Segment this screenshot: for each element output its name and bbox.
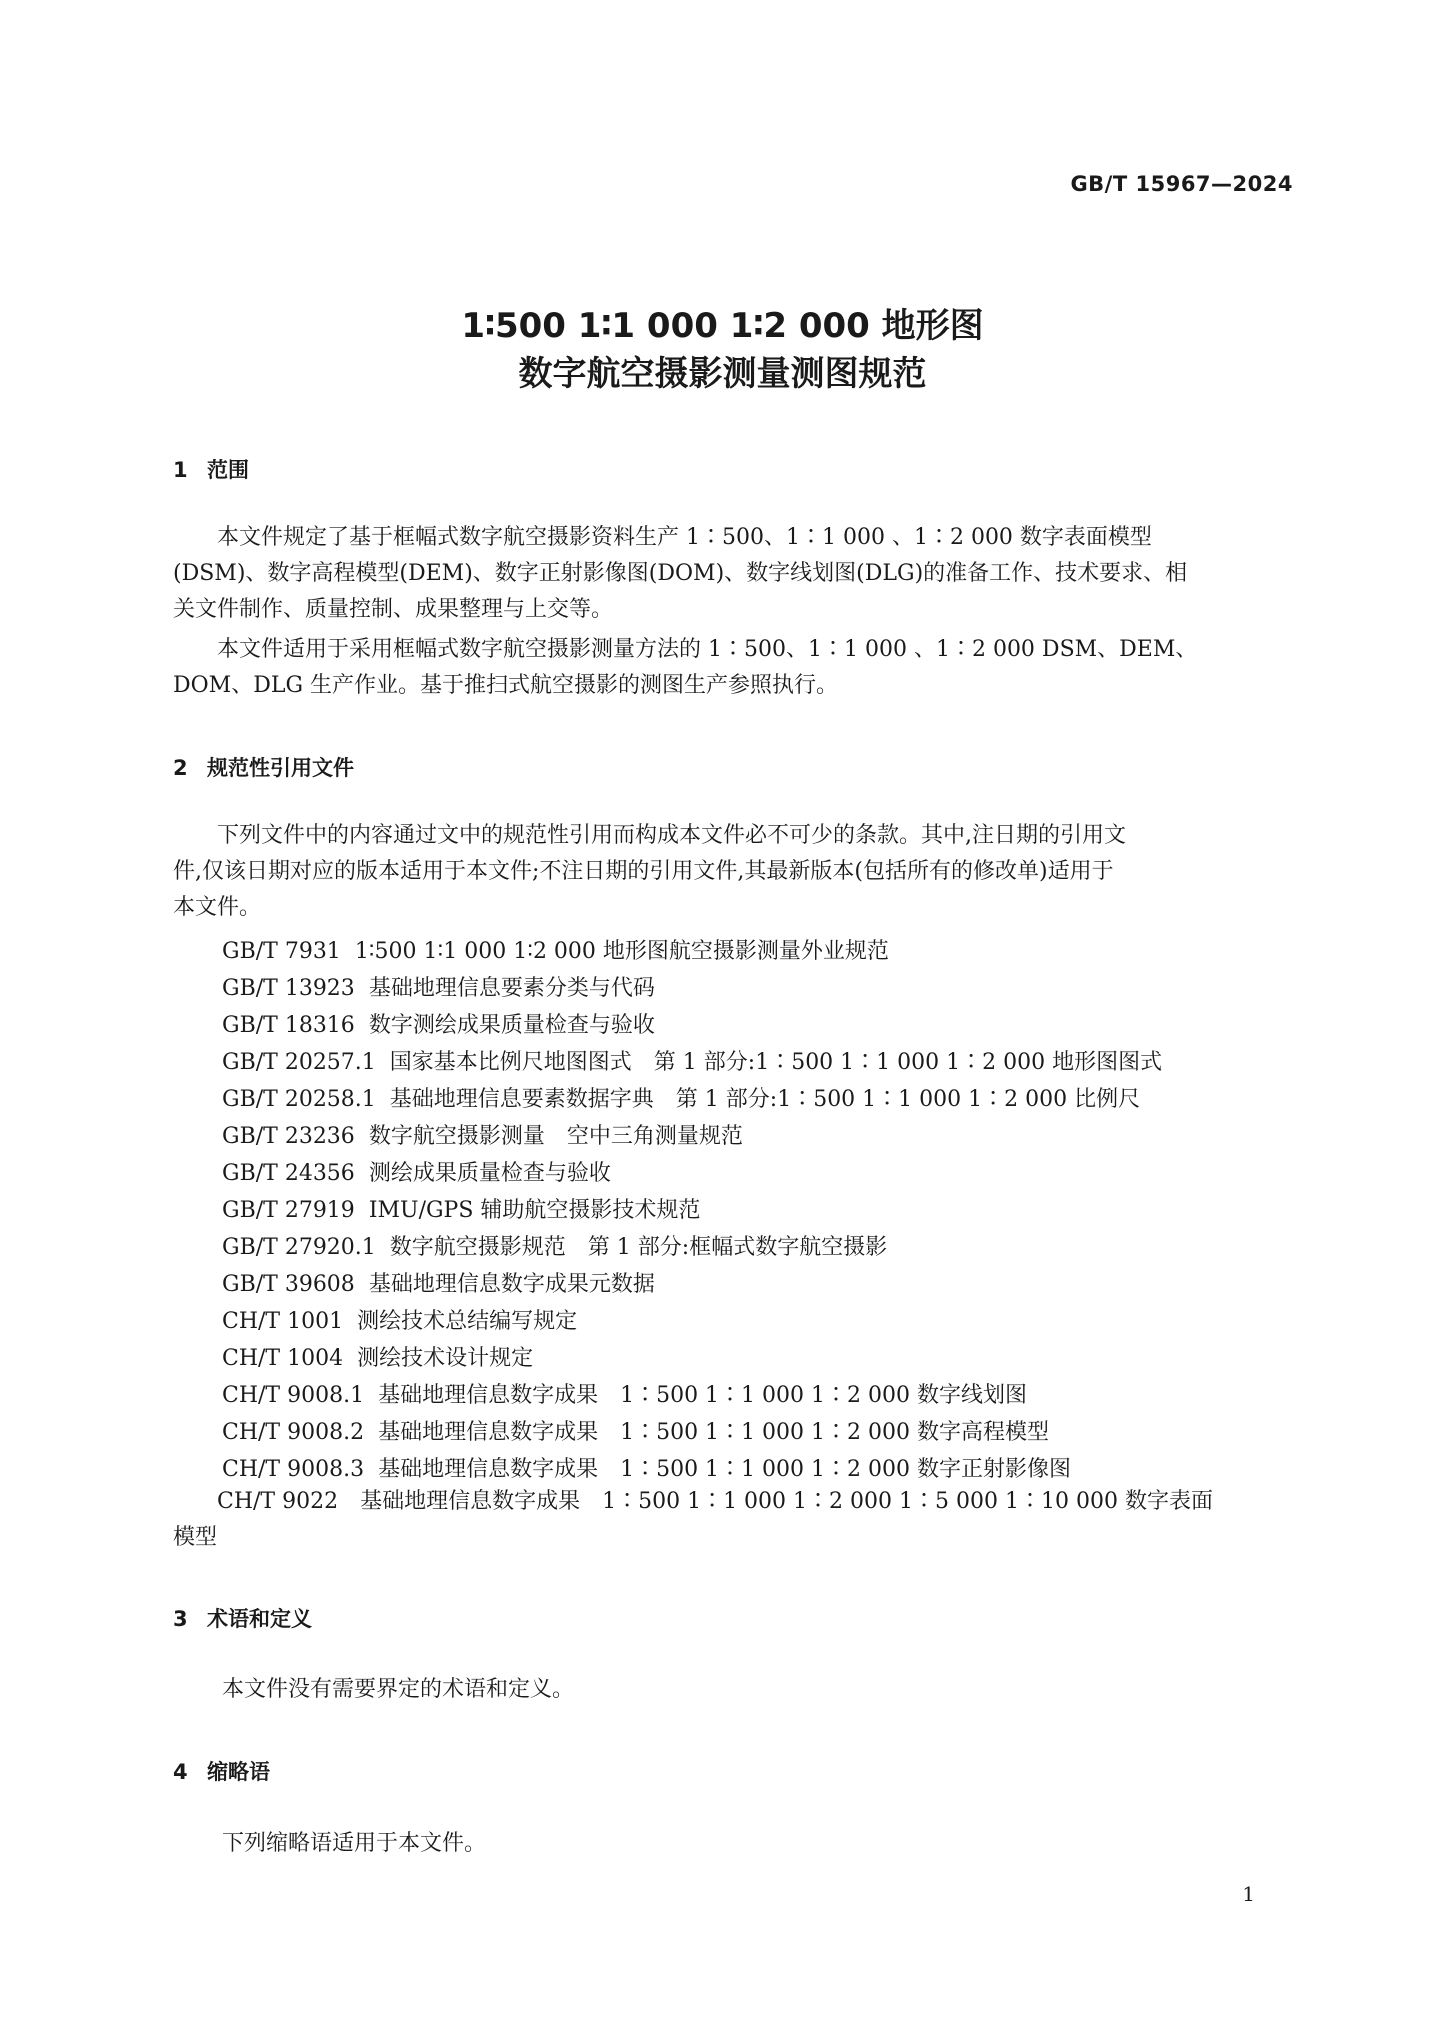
reference-title: 基础地理信息数字成果 1∶500 1∶1 000 1∶2 000 数字高程模型: [378, 1420, 1050, 1445]
reference-code: CH/T 1001: [222, 1309, 344, 1334]
reference-code: GB/T 20258.1: [222, 1087, 376, 1112]
text-line: 本文件适用于采用框幅式数字航空摄影测量方法的 1∶500、1∶1 000 、1∶2 000 DSM、DEM、: [173, 637, 1198, 662]
reference-code: GB/T 7931: [222, 939, 341, 964]
reference-code: CH/T 9008.2: [222, 1420, 365, 1445]
reference-item: [222, 1082, 1140, 1113]
reference-item: [222, 1452, 1071, 1483]
reference-item: [222, 1267, 655, 1298]
reference-title: 测绘成果质量检查与验收: [368, 1161, 611, 1186]
reference-code: CH/T 9008.3: [222, 1457, 365, 1482]
reference-item: [222, 1230, 887, 1261]
section-title: 缩略语: [207, 1760, 270, 1784]
standard-code: GB/T 15967—2024: [1070, 172, 1293, 196]
terms-paragraph: 本文件没有需要界定的术语和定义。: [222, 1677, 575, 1702]
reference-title: 测绘技术设计规定: [357, 1346, 534, 1371]
reference-code: GB/T 23236: [222, 1124, 355, 1149]
reference-title: 数字测绘成果质量检查与验收: [368, 1013, 655, 1038]
section-title: 规范性引用文件: [207, 756, 354, 780]
text-line: CH/T 9022 基础地理信息数字成果 1∶500 1∶1 000 1∶2 000 1∶5 000 1∶10 000 数字表面: [173, 1489, 1213, 1514]
text-line: 本文件。: [173, 895, 262, 920]
section-heading-normative-references: [173, 752, 354, 782]
scope-paragraph-2: [173, 632, 1289, 704]
document-title-line-1: 1∶500 1∶1 000 1∶2 000 地形图: [461, 306, 984, 346]
section-number: 2: [173, 756, 188, 780]
reference-item: [222, 1008, 655, 1039]
reference-code: CH/T 9008.1: [222, 1383, 365, 1408]
scope-paragraph-1: [173, 520, 1289, 628]
reference-code: GB/T 27920.1: [222, 1235, 376, 1260]
section-number: 4: [173, 1760, 188, 1784]
reference-title: 基础地理信息数字成果 1∶500 1∶1 000 1∶2 000 数字正射影像图: [378, 1457, 1072, 1482]
text-line: 件,仅该日期对应的版本适用于本文件;不注日期的引用文件,其最新版本(包括所有的修改单)适用于: [173, 859, 1114, 884]
reference-item: [222, 1045, 1162, 1076]
reference-code: GB/T 13923: [222, 976, 355, 1001]
reference-title: 基础地理信息要素分类与代码: [368, 976, 655, 1001]
reference-title: 测绘技术总结编写规定: [357, 1309, 578, 1334]
reference-item-wrapped: [173, 1484, 1289, 1556]
reference-code: GB/T 18316: [222, 1013, 355, 1038]
reference-title: 数字航空摄影测量 空中三角测量规范: [368, 1124, 743, 1149]
reference-item: [222, 971, 655, 1002]
page-number: 1: [1242, 1882, 1255, 1906]
reference-item: [222, 1378, 1027, 1409]
reference-title: 基础地理信息要素数据字典 第 1 部分:1∶500 1∶1 000 1∶2 000 比例尺: [389, 1087, 1141, 1112]
section-heading-scope: [173, 454, 249, 484]
reference-title: 基础地理信息数字成果 1∶500 1∶1 000 1∶2 000 数字线划图: [378, 1383, 1028, 1408]
reference-item: [222, 1341, 533, 1372]
reference-code: GB/T 24356: [222, 1161, 355, 1186]
reference-title: 1∶500 1∶1 000 1∶2 000 地形图航空摄影测量外业规范: [354, 939, 889, 964]
reference-title: IMU/GPS 辅助航空摄影技术规范: [368, 1198, 701, 1223]
references-intro: [173, 818, 1289, 926]
text-line: DOM、DLG 生产作业。基于推扫式航空摄影的测图生产参照执行。: [173, 673, 839, 698]
reference-item: [222, 1415, 1049, 1446]
section-title: 术语和定义: [207, 1607, 312, 1631]
reference-item: [222, 1193, 700, 1224]
reference-item: [222, 1156, 611, 1187]
text-line: 下列文件中的内容通过文中的规范性引用而构成本文件必不可少的条款。其中,注日期的引用文: [173, 823, 1126, 848]
reference-title: 基础地理信息数字成果元数据: [368, 1272, 655, 1297]
section-number: 3: [173, 1607, 188, 1631]
text-line: (DSM)、数字高程模型(DEM)、数字正射影像图(DOM)、数字线划图(DLG)的准备工作、技术要求、相: [173, 561, 1188, 586]
section-heading-terms: [173, 1603, 312, 1633]
reference-title: 数字航空摄影规范 第 1 部分:框幅式数字航空摄影: [389, 1235, 888, 1260]
section-heading-abbreviations: [173, 1756, 270, 1786]
section-title: 范围: [207, 458, 249, 482]
abbreviations-paragraph: 下列缩略语适用于本文件。: [222, 1831, 487, 1856]
text-line: 关文件制作、质量控制、成果整理与上交等。: [173, 597, 614, 622]
reference-item: [222, 934, 889, 965]
reference-code: GB/T 20257.1: [222, 1050, 376, 1075]
text-line: 模型: [173, 1525, 218, 1550]
document-title-line-2: 数字航空摄影测量测图规范: [518, 354, 927, 394]
reference-code: GB/T 27919: [222, 1198, 355, 1223]
reference-code: CH/T 1004: [222, 1346, 344, 1371]
reference-item: [222, 1304, 577, 1335]
reference-title: 国家基本比例尺地图图式 第 1 部分:1∶500 1∶1 000 1∶2 000 地形图图式: [389, 1050, 1163, 1075]
section-number: 1: [173, 458, 188, 482]
reference-code: GB/T 39608: [222, 1272, 355, 1297]
text-line: 本文件规定了基于框幅式数字航空摄影资料生产 1∶500、1∶1 000 、1∶2 000 数字表面模型: [173, 525, 1152, 550]
reference-item: [222, 1119, 743, 1150]
